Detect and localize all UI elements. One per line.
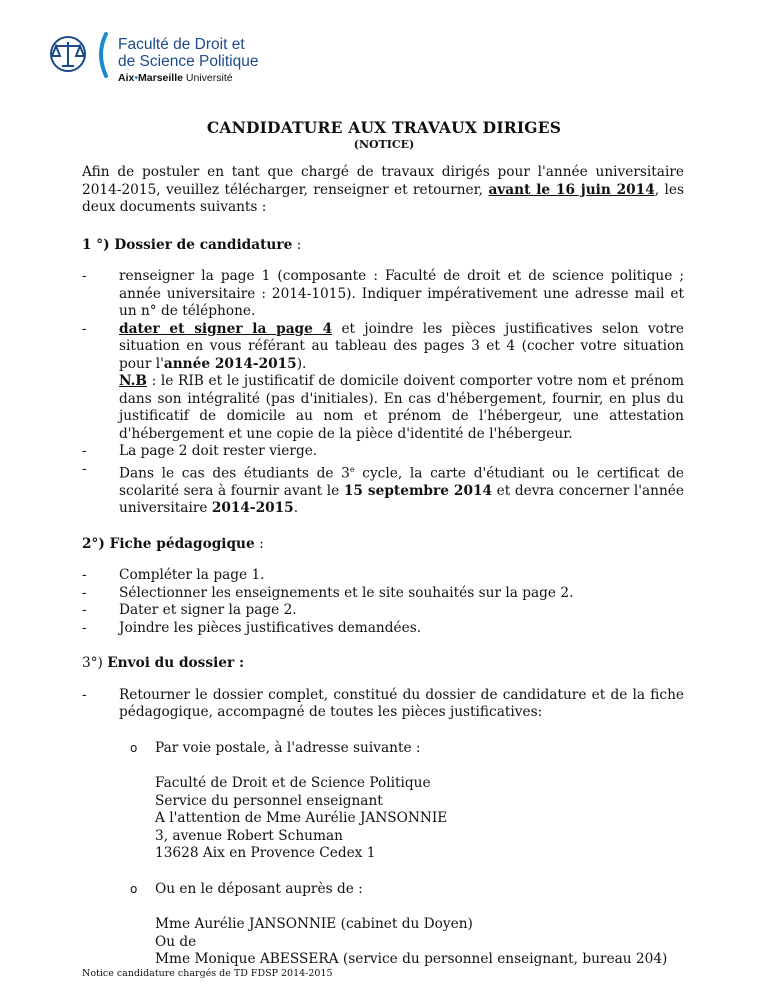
section-3-heading: 3°) Envoi du dossier : bbox=[82, 655, 245, 672]
logo-text bbox=[118, 36, 258, 85]
intro-paragraph: Afin de postuler en tant que chargé de travaux dirigés pour l'année universitaire 2014-2015, veuillez télécharger, renseigner et retourner, avant le 16 juin 2014, les deux documents suivants : bbox=[82, 164, 684, 215]
list-item: - Retourner le dossier complet, constitué du dossier de candidature et de la fiche pédagogique, accompagné de toutes les pièces justificatives: o Par voie postale, à l'adresse suivante : Faculté de Droit et de Science Politique Service du personnel enseignant A l'attention de Mme Aurélie JANSONNIE 3, avenue Robert Schuman 13628 Aix en Provence Cedex 1 o Ou en le déposant auprès de : Mme Aurélie JANSONNIE (cabinet du Doyen) Ou de Mme Monique ABESSERA (service du personnel enseignant, bureau 204) bbox=[119, 687, 684, 969]
sub-list-item: o Par voie postale, à l'adresse suivante : Faculté de Droit et de Science Politique Service du personnel enseignant A l'attention de Mme Aurélie JANSONNIE 3, avenue Robert Schuman 13628 Aix en Provence Cedex 1 bbox=[155, 740, 684, 863]
nb-label: N.B bbox=[119, 373, 147, 389]
logo-line-2: de Science Politique bbox=[118, 53, 259, 70]
list-item: - La page 2 doit rester vierge. bbox=[119, 443, 684, 461]
logo-university: Aix•Marseille Université bbox=[118, 72, 233, 84]
list-item: - renseigner la page 1 (composante : Faculté de droit et de science politique ; année universitaire : 2014-1015). Indiquer impérativement une adresse mail et un n° de téléphone. bbox=[119, 268, 684, 321]
contacts: Mme Aurélie JANSONNIE (cabinet du Doyen) Ou de Mme Monique ABESSERA (service du personnel enseignant, bureau 204) bbox=[155, 916, 668, 968]
section-1 bbox=[82, 237, 684, 518]
document-subtitle: (NOTICE) bbox=[353, 138, 415, 151]
postal-address: Faculté de Droit et de Science Politique Service du personnel enseignant A l'attention de Mme Aurélie JANSONNIE 3, avenue Robert Schuman 13628 Aix en Provence Cedex 1 bbox=[155, 775, 448, 862]
list-item: - Joindre les pièces justificatives demandées. bbox=[119, 620, 684, 638]
section-2 bbox=[82, 536, 684, 638]
list-item: - Sélectionner les enseignements et le site souhaités sur la page 2. bbox=[119, 585, 684, 603]
document-body bbox=[82, 164, 684, 969]
section-3 bbox=[82, 655, 684, 969]
scales-of-justice-icon bbox=[51, 37, 85, 71]
section-2-heading: 2°) Fiche pédagogique : bbox=[82, 535, 264, 552]
logo-line-1: Faculté de Droit et bbox=[118, 36, 245, 53]
document-title: CANDIDATURE AUX TRAVAUX DIRIGES bbox=[206, 118, 562, 137]
deadline: avant le 16 juin 2014 bbox=[488, 181, 655, 198]
list-item: - Compléter la page 1. bbox=[119, 567, 684, 585]
sub-list-item: o Ou en le déposant auprès de : Mme Aurélie JANSONNIE (cabinet du Doyen) Ou de Mme Monique ABESSERA (service du personnel enseignant, bureau 204) bbox=[155, 881, 684, 969]
section-1-heading: 1 °) Dossier de candidature : bbox=[82, 236, 302, 253]
list-item: - dater et signer la page 4 et joindre les pièces justificatives selon votre situation en vous référant au tableau des pages 3 et 4 (cocher votre situation pour l'année 2014-2015). N.B : le RIB et le justificatif de domicile doivent comporter votre nom et prénom dans son intégralité (pas d'initiales). En cas d'hébergement, fournir, en plus du justificatif de domicile au nom et prénom de l'hébergeur, une attestation d'hébergement et une copie de la pièce d'identité de l'hébergeur. bbox=[119, 321, 684, 444]
page-footer: Notice candidature chargés de TD FDSP 2014-2015 bbox=[82, 968, 333, 979]
list-item: - Dater et signer la page 2. bbox=[119, 602, 684, 620]
list-item: - Dans le cas des étudiants de 3e cycle, la carte d'étudiant ou le certificat de scolarité sera à fournir avant le 15 septembre 2014 et devra concerner l'année universitaire 2014-2015. bbox=[119, 461, 684, 518]
